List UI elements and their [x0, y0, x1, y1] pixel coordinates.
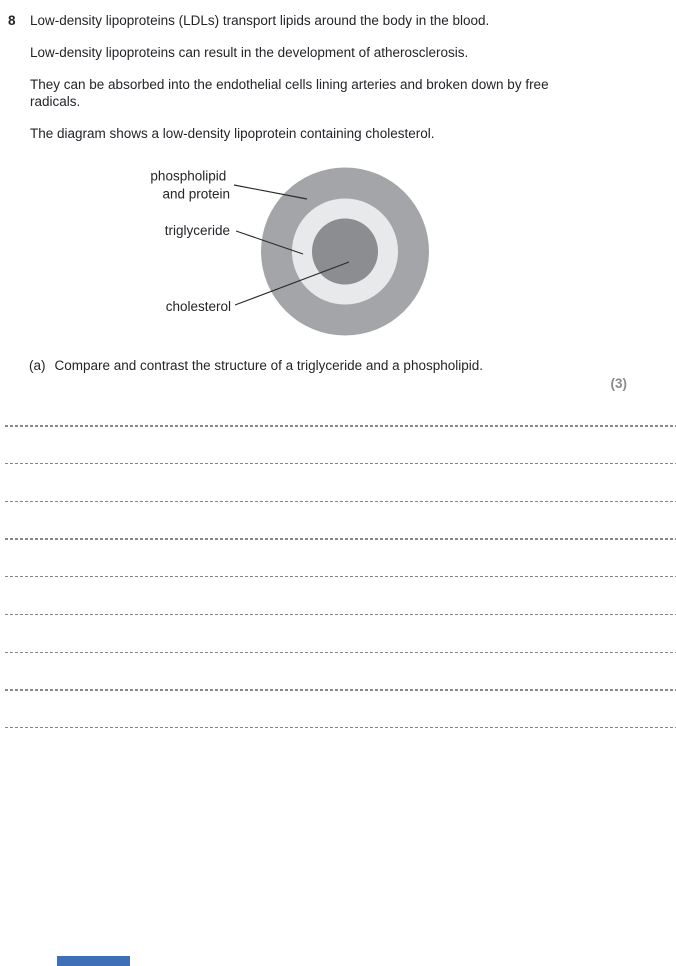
marks-badge: (3)	[610, 376, 627, 391]
footer-progress-bar	[57, 956, 130, 966]
answer-line	[5, 425, 676, 426]
answer-line	[5, 463, 676, 464]
diagram-label-phospholipid-protein: phospholipid and protein	[150, 168, 230, 202]
question-paragraph: The diagram shows a low-density lipoprotein containing cholesterol.	[30, 125, 435, 141]
answer-line	[5, 614, 676, 615]
diagram-label-cholesterol: cholesterol	[165, 299, 231, 314]
part-a-label: (a)	[29, 358, 46, 373]
answer-line	[5, 689, 676, 690]
answer-line	[5, 727, 676, 728]
question-paragraph: They can be absorbed into the endothelial cells lining arteries and broken down by free radicals.	[30, 77, 549, 109]
part-a-text: Compare and contrast the structure of a triglyceride and a phospholipid.	[54, 358, 483, 373]
answer-line	[5, 538, 676, 539]
answer-line	[5, 652, 676, 653]
question-number: 8	[8, 13, 16, 28]
diagram-label-triglyceride: triglyceride	[164, 223, 230, 238]
question-paragraph: Low-density lipoproteins (LDLs) transport lipids around the body in the blood.	[30, 13, 490, 28]
question-paragraph: Low-density lipoproteins can result in the development of atherosclerosis.	[30, 45, 469, 60]
answer-line	[5, 501, 676, 502]
answer-line	[5, 576, 676, 577]
